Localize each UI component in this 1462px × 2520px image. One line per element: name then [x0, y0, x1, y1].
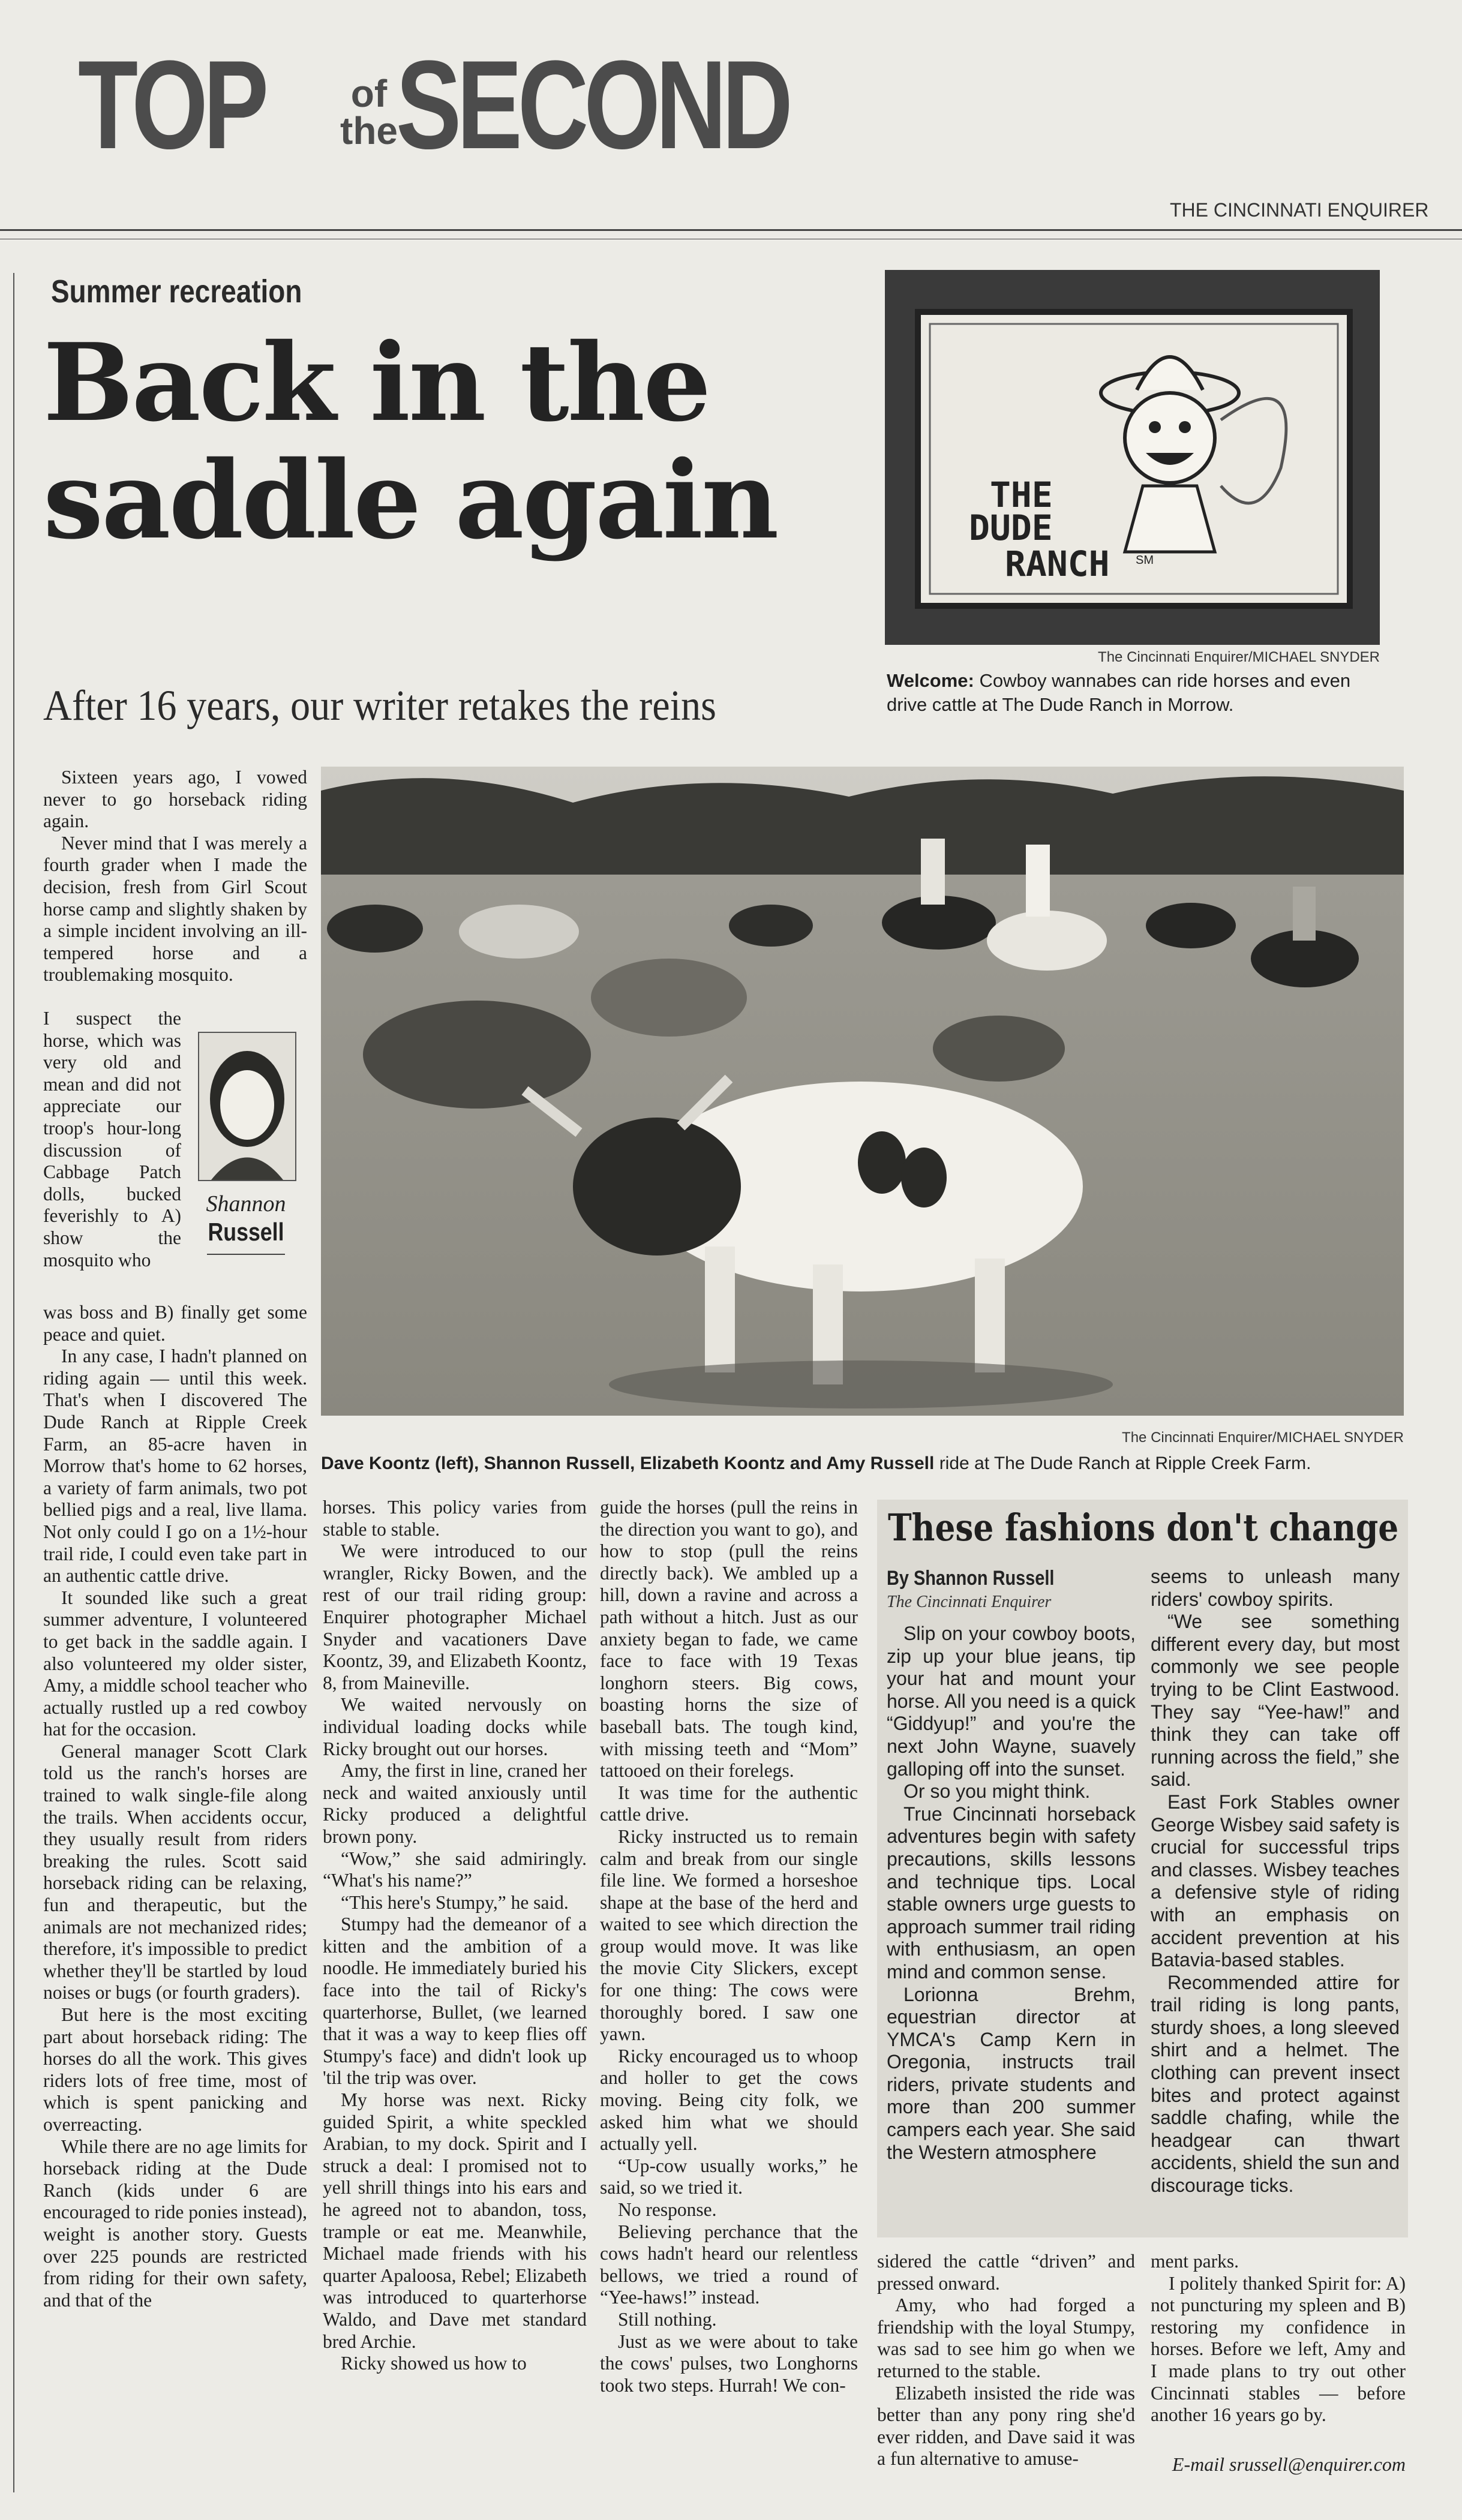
sign-photo-caption: Welcome: Cowboy wannabes can ride horses and even drive cattle at The Dude Ranch in Morrow. [887, 670, 1351, 715]
left-rule [13, 273, 14, 2492]
sign-text-dude: DUDE [969, 507, 1053, 548]
article-col1-top: Sixteen years ago, I vowed never to go horseback riding again. Never mind that I was merely a fourth grader when I made the decision, fresh from Girl Scout horse camp and slightly shaken by a simple incident involving an ill-tempered horse and a troublemaking mosquito. [43, 767, 307, 986]
sign-photo [885, 270, 1380, 645]
article-col5: ment parks. I politely thanked Spirit for: A) not puncturing my spleen and B) restoring my confidence in horses. Before we left, Amy and I made plans to try out other Cincinnati stables — before another 16 years go by. [1151, 2251, 1406, 2426]
article-col1-wrap: I suspect the horse, which was very old and mean and did not appreciate our troop's hour-long discussion of Cabbage Patch dolls, bucked feverishly to A) show the mosquito who [43, 1008, 181, 1270]
sidebar-title: These fashions don't change [888, 1506, 1399, 1549]
masthead-of-the: of the [340, 72, 398, 152]
article-col1-after: was boss and B) finally get some peace and quiet. In any case, I hadn't planned on riding again — until this week. That's when I discovered The Dude Ranch at Ripple Creek Farm, an 85-acre haven in Morrow that's home to 62 horses, a variety of farm animals, two pot bellied pigs and a real, live llama. Not only could I go on a 1½-hour trail ride, I could even take part in an authentic cattle drive. It sounded like such a great summer adventure, I volunteered to get back in the saddle again. I also volunteered my older sister, Amy, a middle school teacher who actually rustled up a red cowboy hat for the occasion. General manager Scott Clark told us the ranch's horses are trained to walk single-file along the trails. When accidents occur, they usually result from riders breaking the rules. Scott said horseback riding can be relaxing, fun and therapeutic, but the animals are not mechanized rides; therefore, it's impossible to predict whether they'll be startled by loud noises or bugs (or fourth graders). But here is the most exciting part about horseback riding: The horses do all the work. This gives riders lots of free time, most of which is spent panicking and overreacting. While there are no age limits for horseback riding at the Dude Ranch (kids under 6 are encouraged to ride ponies instead), weight is another story. Guests over 225 pounds are restricted from riding for their own safety, and that of the [43, 1302, 307, 2311]
masthead-top: TOP [78, 34, 265, 175]
sidebar-col1: Slip on your cowboy boots, zip up your blue jeans, tip your hat and mount your horse. All you need is a quick “Giddyup!” and you're the next John Wayne, suavely galloping off into the sunset. Or so you might think. True Cincinnati horseback adventures begin with safety precautions, skills lessons and technique tips. Local stable owners urge guests to approach summer trail riding with enthusiasm, an open mind and common sense. Lorionna Brehm, equestrian director at YMCA's Camp Kern in Oregonia, instructs trail riders, private students and more than 200 summer campers each year. She said the Western atmosphere [887, 1623, 1136, 2163]
sidebar-byline-org: The Cincinnati Enquirer [887, 1593, 1052, 1611]
author-email: E-mail srussell@enquirer.com [1172, 2453, 1406, 2475]
main-photo-credit: The Cincinnati Enquirer/MICHAEL SNYDER [1122, 1429, 1404, 1446]
main-photo [321, 767, 1404, 1416]
author-last-name: Russell [208, 1218, 284, 1246]
sign-text-sm: SM [1136, 554, 1154, 567]
dude-ranch-sign-illustration [885, 270, 1380, 645]
article-col3: guide the horses (pull the reins in the direction you want to go), and how to stop (pull the reins directly back). We ambled up a hill, down a ravine and across a path without a hitch. Just as our anxiety began to fade, we came face to face with 19 Texas longhorn steers. Big cows, boasting horns the size of baseball bats. The tough kind, with missing teeth and “Mom” tattooed on their forelegs. It was time for the authentic cattle drive. Ricky instructed us to remain calm and break from our single file line. We formed a horseshoe shape at the base of the herd and waited to see which direction the group would move. It was like the movie City Slickers, except for one thing: The cows were thoroughly bored. I saw one yawn. Ricky encouraged us to whoop and holler to get the cows moving. Being city folk, we asked him what we should actually yell. “Up-cow usually works,” he said, so we tried it. No response. Believing perchance that the cows hadn't heard our relentless bellows, we tried a round of “Yee-haws!” instead. Still nothing. Just as we were about to take the cows' pulses, two Longhorns took two steps. Hurrah! We con- [600, 1497, 858, 2396]
article-col4: sidered the cattle “driven” and pressed onward. Amy, who had forged a friendship with the loyal Stumpy, was sad to see him go when we returned to the stable. Elizabeth insisted the ride was better than any pony ring she'd ever ridden, and Dave said it was a fun alternative to amuse- [877, 2251, 1135, 2470]
masthead-second: SECOND [396, 34, 788, 175]
masthead-rule [0, 229, 1462, 231]
sidebar-col2: seems to unleash many riders' cowboy spirits. “We see something different every day, but most commonly we see people trying to be Clint Eastwood. They say “Yee-haw!” and think they can take off running across the field,” she said. East Fork Stables owner George Wisbey said safety is crucial for successful trips and classes. Wisbey teaches a defensive style of riding with an emphasis on accident prevention at his Batavia-based stables. Recommended attire for trail riding is long pants, sturdy shoes, a long sleeved shirt and a helmet. The clothing can prevent insect bites and protect against saddle chafing, while the headgear can thwart accidents, shield the sun and discourage ticks. [1151, 1566, 1400, 2197]
author-avatar [199, 1033, 295, 1180]
author-first-name: Shannon [206, 1191, 286, 1217]
paper-name: THE CINCINNATI ENQUIRER [1170, 199, 1429, 221]
author-rule [207, 1254, 285, 1255]
main-photo-caption: Dave Koontz (left), Shannon Russell, Elizabeth Koontz and Amy Russell ride at The Dude Ranch at Ripple Creek Farm. [321, 1453, 1311, 1473]
author-photo [198, 1032, 296, 1181]
sign-text-the: THE [990, 474, 1053, 515]
article-col2: horses. This policy varies from stable to stable. We were introduced to our wrangler, Ricky Bowen, and the rest of our trail riding group: Enquirer photographer Michael Snyder and vacationers Dave Koontz, 39, and Elizabeth Koontz, 8, from Maineville. We waited nervously on individual loading docks while Ricky brought out our horses. Amy, the first in line, craned her neck and waited anxiously until Ricky produced a delightful brown pony. “Wow,” she said admiringly. “What's his name?” “This here's Stumpy,” he said. Stumpy had the demeanor of a kitten and the ambition of a noodle. He immediately buried his face into the tail of Ricky's quarterhorse, Bullet, (we learned that it was a way to keep flies off Stumpy's face) and didn't look up 'til the trip was over. My horse was next. Ricky guided Spirit, a white speckled Arabian, to my dock. Spirit and I struck a deal: I promised not to yell shrill things into his ears and he agreed not to abandon, toss, trample or eat me. Meanwhile, Michael made friends with his quarter Apaloosa, Rebel; Elizabeth was introduced to quarterhorse Waldo, and Dave met standard bred Archie. Ricky showed us how to [323, 1497, 587, 2374]
sidebar-byline: By Shannon Russell [887, 1567, 1055, 1590]
deck: After 16 years, our writer retakes the reins [43, 681, 716, 729]
sign-text-ranch: RANCH [1005, 543, 1110, 584]
kicker: Summer recreation [51, 274, 302, 310]
headline: Back in the saddle again [43, 320, 777, 563]
cattle-drive-photo [321, 767, 1404, 1416]
sign-photo-credit: The Cincinnati Enquirer/MICHAEL SNYDER [1098, 649, 1380, 665]
